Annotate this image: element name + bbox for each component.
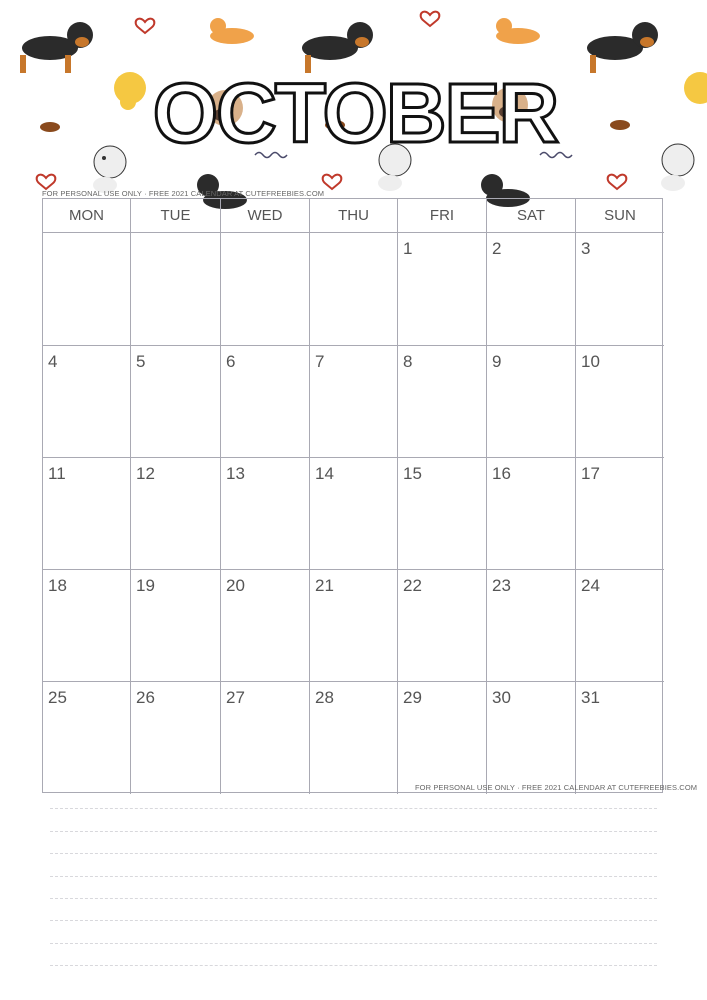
note-line xyxy=(50,808,657,809)
day-cell[interactable] xyxy=(576,346,664,458)
day-cell[interactable] xyxy=(221,570,310,682)
note-line xyxy=(50,853,657,854)
corgi-icon xyxy=(496,18,540,44)
day-cell[interactable] xyxy=(43,458,131,570)
day-number: 24 xyxy=(581,576,600,595)
day-number: 19 xyxy=(136,576,155,595)
weekday-header-sun: SUN xyxy=(576,199,664,233)
dalmatian-icon xyxy=(93,146,126,193)
day-cell[interactable] xyxy=(487,570,576,682)
day-cell[interactable] xyxy=(43,233,131,346)
day-cell[interactable] xyxy=(398,570,487,682)
day-cell[interactable] xyxy=(131,570,221,682)
watermark-bottom: FOR PERSONAL USE ONLY · FREE 2021 CALENDAR AT CUTEFREEBIES.COM xyxy=(415,783,698,792)
day-cell[interactable] xyxy=(131,682,221,794)
day-number: 20 xyxy=(226,576,245,595)
day-number: 28 xyxy=(315,688,334,707)
day-number: 11 xyxy=(48,464,66,483)
day-cell[interactable] xyxy=(398,682,487,794)
day-cell[interactable] xyxy=(310,570,398,682)
day-number: 15 xyxy=(403,464,422,483)
day-cell[interactable] xyxy=(310,682,398,794)
day-number: 21 xyxy=(315,576,334,595)
corgi-icon xyxy=(210,18,254,44)
day-number: 27 xyxy=(226,688,245,707)
day-number: 1 xyxy=(403,239,413,258)
note-line xyxy=(50,943,657,944)
day-number: 17 xyxy=(581,464,600,483)
weekday-header-mon: MON xyxy=(43,199,131,233)
rottweiler-icon xyxy=(587,22,658,73)
day-number: 2 xyxy=(492,239,502,258)
svg-text:OCTOBER: OCTOBER xyxy=(152,66,558,160)
day-number: 23 xyxy=(492,576,511,595)
day-number: 13 xyxy=(226,464,245,483)
weekday-header-thu: THU xyxy=(310,199,398,233)
day-number: 12 xyxy=(136,464,155,483)
watermark-top: FOR PERSONAL USE ONLY · FREE 2021 CALENDAR AT CUTEFREEBIES.COM xyxy=(42,189,325,198)
day-cell[interactable] xyxy=(43,682,131,794)
note-line xyxy=(50,876,657,877)
day-cell[interactable] xyxy=(487,346,576,458)
day-cell[interactable] xyxy=(576,682,664,794)
day-number: 9 xyxy=(492,352,502,371)
day-number: 29 xyxy=(403,688,422,707)
day-cell[interactable] xyxy=(398,233,487,346)
note-line xyxy=(50,965,657,966)
dalmatian-icon xyxy=(661,144,694,191)
month-title xyxy=(152,50,558,160)
golden-dog-icon xyxy=(114,72,146,110)
day-number: 14 xyxy=(315,464,334,483)
day-cell[interactable] xyxy=(131,346,221,458)
day-cell[interactable] xyxy=(576,458,664,570)
weekday-header-tue: TUE xyxy=(131,199,221,233)
day-number: 5 xyxy=(136,352,146,371)
day-number: 25 xyxy=(48,688,67,707)
rottweiler-icon xyxy=(20,22,93,73)
day-number: 6 xyxy=(226,352,236,371)
day-cell[interactable] xyxy=(221,346,310,458)
day-number: 16 xyxy=(492,464,511,483)
day-cell[interactable] xyxy=(576,570,664,682)
day-number: 8 xyxy=(403,352,413,371)
day-cell[interactable] xyxy=(398,458,487,570)
weekday-header-fri: FRI xyxy=(398,199,487,233)
day-cell[interactable] xyxy=(310,458,398,570)
day-cell[interactable] xyxy=(398,346,487,458)
day-number: 4 xyxy=(48,352,58,371)
day-number: 10 xyxy=(581,352,600,371)
day-number: 22 xyxy=(403,576,422,595)
note-line xyxy=(50,920,657,921)
weekday-header-wed: WED xyxy=(221,199,310,233)
note-line xyxy=(50,898,657,899)
day-cell[interactable] xyxy=(487,458,576,570)
day-cell[interactable] xyxy=(487,682,576,794)
day-cell[interactable] xyxy=(576,233,664,346)
day-number: 31 xyxy=(581,688,600,707)
note-line xyxy=(50,831,657,832)
weekday-header-sat: SAT xyxy=(487,199,576,233)
day-cell[interactable] xyxy=(310,346,398,458)
day-number: 18 xyxy=(48,576,67,595)
day-cell[interactable] xyxy=(131,233,221,346)
day-number: 30 xyxy=(492,688,511,707)
day-cell[interactable] xyxy=(43,346,131,458)
day-cell[interactable] xyxy=(131,458,221,570)
golden-dog-icon xyxy=(684,72,707,104)
day-number: 3 xyxy=(581,239,591,258)
day-cell[interactable] xyxy=(43,570,131,682)
day-number: 26 xyxy=(136,688,155,707)
day-cell[interactable] xyxy=(310,233,398,346)
calendar-grid xyxy=(42,198,663,793)
day-cell[interactable] xyxy=(221,233,310,346)
day-cell[interactable] xyxy=(221,458,310,570)
day-number: 7 xyxy=(315,352,325,371)
day-cell[interactable] xyxy=(221,682,310,794)
day-cell[interactable] xyxy=(487,233,576,346)
